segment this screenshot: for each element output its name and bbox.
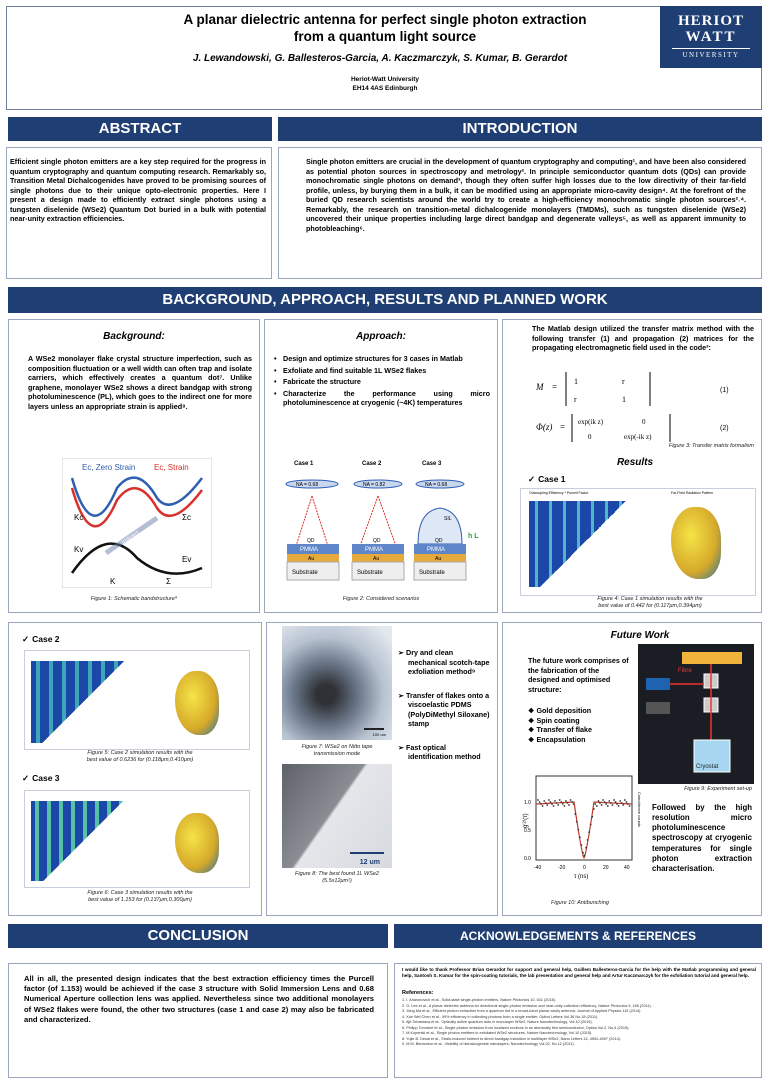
scenario-case-1 (286, 461, 339, 580)
qd-label-3: QD (435, 538, 443, 544)
antibunching-point (545, 802, 547, 804)
exfoliation-step: ➢ Dry and clean mechanical scotch-tape exfoliation method⁹ (398, 648, 490, 676)
case-2-plot (24, 650, 250, 750)
antibunching-point (596, 805, 598, 807)
substrate-label-1: Substrate (292, 570, 318, 576)
future-item-text: Gold deposition (536, 706, 592, 715)
antibunching-point (608, 800, 610, 802)
antibunching-point (537, 799, 539, 801)
figure-4-caption-line-2: best value of 0.442 for (0.117μm,0.394μm) (598, 602, 702, 609)
approach-item: • Fabricate the structure (274, 377, 490, 387)
affiliation-line-1: Heriot-Watt University (350, 76, 420, 83)
exfoliation-step-text: Fast optical identification method (406, 742, 481, 761)
antibunching-point (584, 855, 586, 857)
antibunching-point (624, 799, 626, 801)
svg-text:exp(-ik z): exp(-ik z) (624, 433, 652, 441)
reference-item: 3. Yang Ma et al., Efficient photon extraction from a quantum dot in a broad-band planar cavity antenna, Journal of Applied Physics 115 (2014). (402, 1009, 642, 1013)
label-k: K (110, 577, 116, 586)
svg-text:=: = (552, 382, 558, 392)
svg-text:1: 1 (574, 377, 578, 386)
scenario-case-3 (414, 461, 479, 580)
antibunching-point (551, 803, 553, 805)
equation-2-number: (2) (720, 425, 729, 432)
antibunching-point (570, 799, 572, 801)
svg-text:=: = (560, 422, 566, 432)
label-indirect: Indirect (120, 530, 141, 547)
antibunching-point (543, 800, 545, 802)
figure-3-caption: Figure 3: Transfer matrix formalism (668, 443, 754, 449)
approach-item: • Characterize the performance using micro photoluminescence at cryogenic (~4K) temperatures (274, 389, 490, 408)
case-1-heading: ✓ Case 1 (528, 474, 566, 485)
scale-bar-1 (364, 728, 384, 730)
figure-6-caption-line-1: Figure 6: Case 3 simulation results with the (87, 890, 193, 896)
pmma-label-2: PMMA (365, 547, 383, 553)
antibunching-point (565, 800, 567, 802)
figure-6-caption (40, 890, 240, 904)
case-1-plot-title-a: Outcoupling Efficiency * Purcell Factor (529, 491, 589, 495)
figure-7-caption (282, 744, 392, 758)
antibunching-point (550, 801, 552, 803)
antibunching-point (581, 844, 583, 846)
antibunching-point (604, 801, 606, 803)
svg-text:Φ(z): Φ(z) (536, 422, 553, 432)
antibunching-point (599, 802, 601, 804)
introduction-text: Single photon emitters are crucial in the development of quantum cryptography and computing¹, and have been also considered as potential photon sources in spectroscopy and metrology². In principle semiconductor quantum dots (QDs) can provide monochromatic single photons on demand³, though they often suffer high losses due to the low directivity of their far-field profile, unless, by burying them in a bulk, it can be modified using an appropriate micro-cavity design⁴. At the forefront of the buried QD research scientists around the world try to create a high-efficiency monochromatic single photon sources²˒⁴. Remarkably, the research on transition-metal dichalcogenide monolayers (TMDMs), such as tungsten diselenide (WSe2) uncovered their unique properties including large direct bandgap and degenerate valleys⁵, as well as apparent immunity to photobleaching⁶. (306, 157, 746, 233)
x-tick: -20 (558, 865, 566, 871)
acknowledgements-banner: ACKNOWLEDGEMENTS & REFERENCES (394, 924, 762, 948)
conclusion-text: All in all, the presented design indicates that the best extraction efficiency times the Purcell factor (of 1.153) would be achieved if the case 3 structure with Solid Immersion Lens and 0.68 Numerical Aperture collection lens was applied. Nevertheless since two additional monolayers of WSe2 flakes were found, the other two structures (case 1 and case 2) may also be fabricated and characterized. (24, 974, 374, 1024)
antibunching-point (594, 803, 596, 805)
scenario-case-2 (352, 461, 404, 580)
cryostat-label: Cryostat (696, 764, 719, 770)
acknowledgements-text: I would like to thank Professor Brian Gerardot for support and general help, Guillem Ballesteros-Garcia for the help with the Matlab programming and general help, Santosh S. Kumar for the spin-coating tutorials, the lab presentation and general help and Artur Kaczmarczyk for the exfoliation tutorial and general help. (402, 967, 756, 979)
future-item-text: Encapsulation (536, 734, 586, 744)
figure-1-caption: Figure 1: Schematic bandstructure⁹ (90, 596, 178, 602)
figure-4-caption-line-1: Figure 4: Case 1 simulation results with the (597, 596, 703, 602)
label-ec-strain: Ec, Strain (154, 463, 189, 472)
future-item-text: Transfer of flake (536, 725, 592, 734)
svg-text:r: r (574, 395, 577, 404)
label-kv: Kv (74, 545, 84, 554)
nitto-tape-image (282, 626, 392, 740)
label-ec-zero: Ec, Zero Strain (82, 463, 136, 472)
exfoliation-step: ➢ Transfer of flakes onto a viscoelastic PDMS (PolyDiMethyl Siloxane) stamp (398, 690, 490, 728)
introduction-banner: INTRODUCTION (278, 117, 762, 141)
x-tick: 20 (603, 865, 609, 871)
future-item: ❖ Encapsulation (528, 734, 586, 744)
approach-item: • Exfoliate and find suitable 1L WSe2 flakes (274, 366, 490, 376)
reference-item: 6. Philipp Tonndorf et al., Single-photon emission from localized excitons in an atomically thin semiconductor, Optica Vol.2, No.4 (2015). (402, 1025, 630, 1030)
matlab-text: The Matlab design utilized the transfer matrix method with the following transfer (1) and propagation (2) matrices for the propagating electromagnetic field used in the code³: (532, 324, 754, 352)
title-line-2: from a quantum light source (293, 28, 477, 44)
pmma-label-3: PMMA (427, 547, 445, 553)
antibunching-point (556, 802, 558, 804)
figure-7-caption-line-2: transmission mode (313, 750, 361, 757)
future-item: ❖ Gold deposition (528, 706, 592, 715)
svg-text:0: 0 (588, 433, 592, 441)
logo-line-3: UNIVERSITY (672, 48, 750, 59)
case-1-plot-title-b: Far-Field Radiation Pattern (671, 491, 714, 495)
future-item: ❖ Transfer of flake (528, 725, 592, 734)
reference-item: 1. I. Aharonovich et al., Solid-state single-photon emitters, Nature Photonics 10, 631 (2016). (402, 998, 557, 1002)
reference-item: 8. Yujie B. Desai et al., Strain-induced indirect to direct bandgap transition in multilayer WSe2, Nano Letters 14, 4592-4597 (2014). (402, 1036, 622, 1041)
background-title: Background: (103, 331, 165, 342)
figure-4-caption (540, 596, 760, 610)
antibunching-point (539, 801, 541, 803)
authors: J. Lewandowski, G. Ballesteros-Garcia, A. Kaczmarczyk, S. Kumar, B. Gerardot (192, 53, 568, 64)
figure-5-caption-line-2: best value of 0.6236 for (0.118μm,0.410μm) (86, 756, 194, 763)
scale-bar-1-label: 100 um (372, 732, 386, 737)
au-label-1: Au (308, 556, 315, 562)
matrix-equations (530, 364, 750, 444)
height-label: h L (468, 533, 479, 540)
label-ev: Ev (182, 555, 192, 564)
antibunching-point (593, 808, 595, 810)
y-tick: 0.0 (524, 856, 531, 862)
case-1-label: Case 1 (294, 461, 314, 467)
antibunching-point (613, 799, 615, 801)
case-1-radiation (671, 507, 721, 579)
references-title: References: (402, 990, 434, 996)
antibunching-point (557, 804, 559, 806)
antibunching-point (616, 803, 618, 805)
x-tick: 40 (624, 865, 630, 871)
case-2-radiation (175, 671, 219, 735)
conclusion-banner: CONCLUSION (8, 924, 388, 948)
antibunching-point (587, 839, 589, 841)
reference-item: 7. M.Koperski et al., Single photon emitters in exfoliated WSe2 structures, Nature Nanotechnology, Vol.10 (2015). (402, 1031, 593, 1035)
x-axis-label: τ (ns) (574, 874, 589, 880)
scenarios-figure (282, 456, 482, 588)
antibunching-point (591, 816, 593, 818)
affiliation (200, 76, 570, 94)
logo-line-1: HERIOT (677, 13, 744, 29)
antibunching-point (588, 831, 590, 833)
scale-bar-2 (350, 852, 384, 854)
exfoliation-steps (398, 648, 492, 762)
y2-axis-label: Coincidence counts (637, 792, 642, 827)
antibunching-point (585, 847, 587, 849)
svg-text:M: M (536, 382, 544, 392)
equation-1-number: (1) (720, 387, 729, 394)
antibunching-point (601, 804, 603, 806)
antibunching-point (542, 805, 544, 807)
approach-title: Approach: (356, 331, 406, 342)
antibunching-point (626, 801, 628, 803)
antibunching-point (574, 813, 576, 815)
abstract-text: Efficient single photon emitters are a key step required for the progress in quantum cryptography and quantum computing research. Remarkably so, Transition Metal Dichalcogenides have proved to be promising sources of single photons due to their unique opto-electronic properties. Here I present a design made to efficiently extract single photons using a tungsten diselenide (WSe2) Quantum Dot buried in a bulk with potential near-unity extraction efficiencies. (10, 157, 266, 223)
antibunching-point (619, 800, 621, 802)
scale-bar-2-label: 12 um (359, 859, 380, 866)
label-kc: Kc (74, 513, 84, 522)
case-2-heading: ✓ Case 2 (22, 634, 60, 645)
figure-2-caption: Figure 2: Considered scenarios (342, 596, 420, 602)
svg-text:1: 1 (622, 395, 626, 404)
qd-label-1: QD (307, 538, 315, 544)
wse2-flake-image (282, 764, 392, 868)
na-2-label: NA = 0.82 (363, 482, 386, 488)
reference-item: 9. M.M. Benameur et al., Visibility of dichalcogenide nanolayers, Nanotechnology Vol.22, No.12 (2011). (402, 1042, 575, 1046)
y-axis-label: g⁽²⁾(τ) (523, 813, 529, 828)
antibunching-point (605, 803, 607, 805)
antibunching-point (629, 805, 631, 807)
future-work-list (528, 706, 634, 744)
exfoliation-step-text: Transfer of flakes onto a viscoelastic PDMS (PolyDiMethyl Siloxane) stamp (406, 690, 490, 728)
figure-5-caption (40, 750, 240, 764)
antibunching-plot (516, 772, 642, 882)
svg-text:exp(ik z): exp(ik z) (578, 418, 604, 426)
case-3-label: Case 3 (422, 461, 442, 467)
background-text: A WSe2 monolayer flake crystal structure imperfection, such as composition fluctuation or a well width can often trap and isolate carriers, which effectively creates a quantum dot⁷. Unlike graphene, monolayer WSe2 shows a direct bandgap with strong photoluminescence (PL), which goes to the indirect one for more layers unless an appropriate strain is applied⁸. (28, 354, 252, 411)
case-3-plot (24, 790, 250, 888)
antibunching-point (553, 805, 555, 807)
antibunching-point (567, 802, 569, 804)
au-label-3: Au (435, 556, 442, 562)
case-2-label: Case 2 (362, 461, 382, 467)
y-tick: 0.5 (524, 828, 531, 834)
poster-title (120, 12, 650, 46)
fibre-label: Fibre (678, 668, 692, 674)
figure-7-caption-line-1: Figure 7: WSe2 on Nitto tape (301, 744, 373, 750)
antibunching-point (573, 803, 575, 805)
figure-10-caption: Figure 10: Antibunching (551, 900, 609, 906)
follow-up-text: Followed by the high resolution micro photoluminescence spectroscopy at cryogenic temperatures for single photon extraction characterisation. (652, 803, 752, 873)
label-sc: Σc (182, 513, 191, 522)
results-title: Results (616, 457, 654, 468)
future-work-text: The future work comprises of the fabrication of the designed and optimised structure: (528, 656, 629, 694)
na-1-label: NA = 0.68 (296, 482, 319, 488)
au-label-2: Au (373, 556, 380, 562)
abstract-banner: ABSTRACT (8, 117, 272, 141)
university-logo (660, 6, 762, 68)
figure-8-caption-line-1: Figure 8: The best found 1L WSe2 (295, 871, 379, 877)
label-sigma: Σ (166, 577, 171, 586)
case-3-radiation (175, 813, 219, 873)
reference-item: 4. Xue Wei Chen et al., 99% efficiency in collecting photons from a single emitter, Optics Letters Vol.36 No.18 (2011). (402, 1014, 599, 1019)
antibunching-point (607, 805, 609, 807)
reference-item: 2. G. Lee et al., A planar dielectric antenna for directional single-photon emission and near-unity collection efficiency, Nature Photonics 5, 166 (2011). (402, 1003, 652, 1008)
reference-item: 5. Ajit Srivastava et al., Optically active quantum dots in monolayer WSe2, Nature Nanotechnology, Vol.10 (2015). (402, 1020, 593, 1024)
substrate-label-2: Substrate (357, 570, 383, 576)
x-tick: -40 (534, 865, 542, 871)
qd-label-2: QD (373, 538, 381, 544)
antibunching-point (615, 801, 617, 803)
na-3-label: NA = 0.68 (425, 482, 448, 488)
case-1-plot (520, 488, 756, 596)
title-line-1: A planar dielectric antenna for perfect single photon extraction (183, 12, 587, 27)
bandstructure-figure (62, 458, 212, 588)
sil-label: SIL (444, 516, 452, 522)
future-item: ❖ Spin coating (528, 715, 580, 725)
svg-text:r: r (622, 377, 625, 386)
svg-text:0: 0 (642, 418, 646, 426)
approach-list (274, 354, 490, 410)
antibunching-point (602, 799, 604, 801)
future-work-title: Future Work (610, 630, 670, 641)
figure-8-caption (282, 871, 392, 885)
y-tick: 1.0 (524, 800, 531, 806)
antibunching-point (618, 805, 620, 807)
figure-6-caption-line-2: best value of 1.153 for (0.137μm,0.300μm) (88, 896, 192, 903)
exfoliation-step-text: Dry and clean mechanical scotch-tape exfoliation method⁹ (406, 648, 490, 676)
pmma-label-1: PMMA (300, 547, 318, 553)
antibunching-point (577, 829, 579, 831)
figure-5-caption-line-1: Figure 5: Case 2 simulation results with the (87, 750, 193, 756)
antibunching-point (576, 821, 578, 823)
antibunching-point (546, 804, 548, 806)
antibunching-point (562, 803, 564, 805)
antibunching-point (571, 801, 573, 803)
substrate-label-3: Substrate (419, 570, 445, 576)
antibunching-point (621, 802, 623, 804)
logo-line-2: WATT (685, 29, 737, 45)
antibunching-point (568, 804, 570, 806)
main-section-banner: BACKGROUND, APPROACH, RESULTS AND PLANNED WORK (8, 287, 762, 313)
x-tick: 0 (583, 865, 586, 871)
antibunching-point (590, 824, 592, 826)
antibunching-point (627, 803, 629, 805)
antibunching-point (598, 800, 600, 802)
antibunching-point (559, 799, 561, 801)
antibunching-point (622, 804, 624, 806)
affiliation-line-2: EH14 4AS Edinburgh (352, 84, 418, 92)
antibunching-point (560, 801, 562, 803)
figure-9-caption: Figure 9: Experiment set-up (684, 786, 752, 792)
approach-item: • Design and optimize structures for 3 cases in Matlab (274, 354, 490, 364)
antibunching-point (540, 803, 542, 805)
case-3-heading: ✓ Case 3 (22, 773, 60, 784)
antibunching-point (548, 799, 550, 801)
antibunching-point (582, 852, 584, 854)
antibunching-point (612, 804, 614, 806)
experiment-setup-figure (638, 644, 754, 784)
references-list (402, 998, 756, 1048)
figure-8-caption-line-2: (5.5x12μm²) (322, 877, 352, 884)
exfoliation-step: ➢ Fast optical identification method (398, 742, 481, 761)
antibunching-point (564, 805, 566, 807)
future-item-text: Spin coating (536, 715, 580, 725)
antibunching-point (610, 802, 612, 804)
antibunching-point (579, 836, 581, 838)
antibunching-point (554, 800, 556, 802)
